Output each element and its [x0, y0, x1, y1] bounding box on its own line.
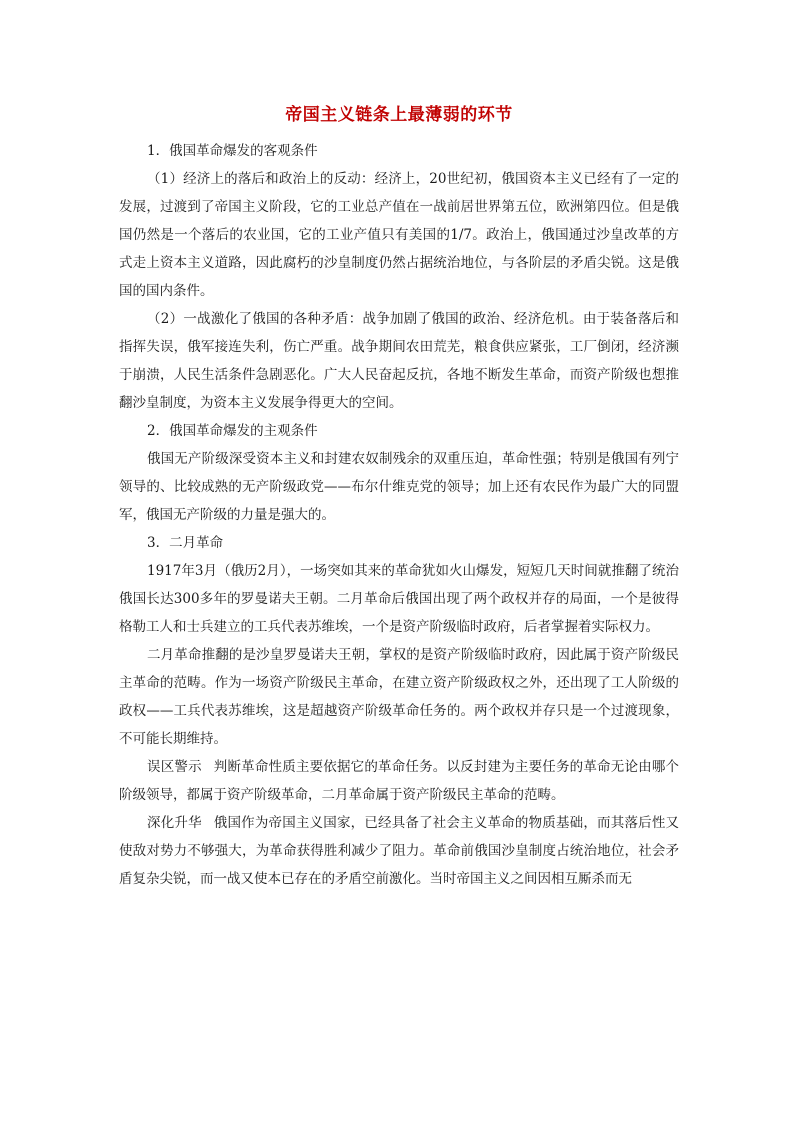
note-text: 判断革命性质主要依据它的革命任务。以反封建为主要任务的革命无论由哪个阶级领导，都属于资产阶级革命，二月革命属于资产阶级民主革命的范畴。 [119, 759, 680, 803]
note-label: 深化升华 [147, 815, 202, 831]
paragraph: 1917年3月（俄历2月），一场突如其来的革命犹如火山爆发，短短几天时间就推翻了统治俄国长达300多年的罗曼诺夫王朝。二月革命后俄国出现了两个政权并存的局面，一个是彼得格勒工人和士兵建立的工兵代表苏维埃，一个是资产阶级临时政府，后者掌握着实际权力。 [119, 563, 679, 635]
document-page [119, 103, 679, 893]
note-text: 俄国作为帝国主义国家，已经具备了社会主义革命的物质基础，而其落后性又使敌对势力不够强大，为革命获得胜利减少了阻力。革命前俄国沙皇制度占统治地位，社会矛盾复杂尖锐，而一战又使本已存在的矛盾空前激化。当时帝国主义之间因相互厮杀而无 [119, 815, 680, 887]
section-february-revolution [119, 529, 679, 753]
note-label: 误区警示 [147, 759, 202, 775]
section-heading: 2．俄国革命爆发的主观条件 [147, 423, 318, 439]
paragraph: （2）一战激化了俄国的各种矛盾：战争加剧了俄国的政治、经济危机。由于装备落后和指挥失误，俄军接连失利，伤亡严重。战争期间农田荒芜，粮食供应紧张，工厂倒闭，经济濒于崩溃，人民生活条件急剧恶化。广大人民奋起反抗，各地不断发生革命，而资产阶级也想推翻沙皇制度，为资本主义发展争得更大的空间。 [119, 311, 679, 411]
document-title: 帝国主义链条上最薄弱的环节 [285, 105, 513, 125]
section-heading: 1．俄国革命爆发的客观条件 [147, 143, 318, 159]
section-objective-conditions [119, 137, 679, 417]
paragraph: （1）经济上的落后和政治上的反动：经济上，20世纪初，俄国资本主义已经有了一定的发展，过渡到了帝国主义阶段，它的工业总产值在一战前居世界第五位，欧洲第四位。但是俄国仍然是一个落后的农业国，它的工业产值只有美国的1/7。政治上，俄国通过沙皇改革的方式走上资本主义道路，因此腐朽的沙皇制度仍然占据统治地位，与各阶层的矛盾尖锐。这是俄国的国内条件。 [119, 171, 679, 299]
paragraph: 二月革命推翻的是沙皇罗曼诺夫王朝，掌权的是资产阶级临时政府，因此属于资产阶级民主革命的范畴。作为一场资产阶级民主革命，在建立资产阶级政权之外，还出现了工人阶级的政权——工兵代表苏维埃，这是超越资产阶级革命任务的。两个政权并存只是一个过渡现象，不可能长期维持。 [119, 647, 679, 747]
section-heading: 3．二月革命 [147, 535, 224, 551]
section-subjective-conditions [119, 417, 679, 529]
paragraph: 俄国无产阶级深受资本主义和封建农奴制残余的双重压迫，革命性强；特别是俄国有列宁领导的、比较成熟的无产阶级政党——布尔什维克党的领导；加上还有农民作为最广大的同盟军，俄国无产阶级的力量是强大的。 [119, 451, 679, 523]
note-deepening [119, 809, 679, 893]
note-misconception-warning [119, 753, 679, 809]
